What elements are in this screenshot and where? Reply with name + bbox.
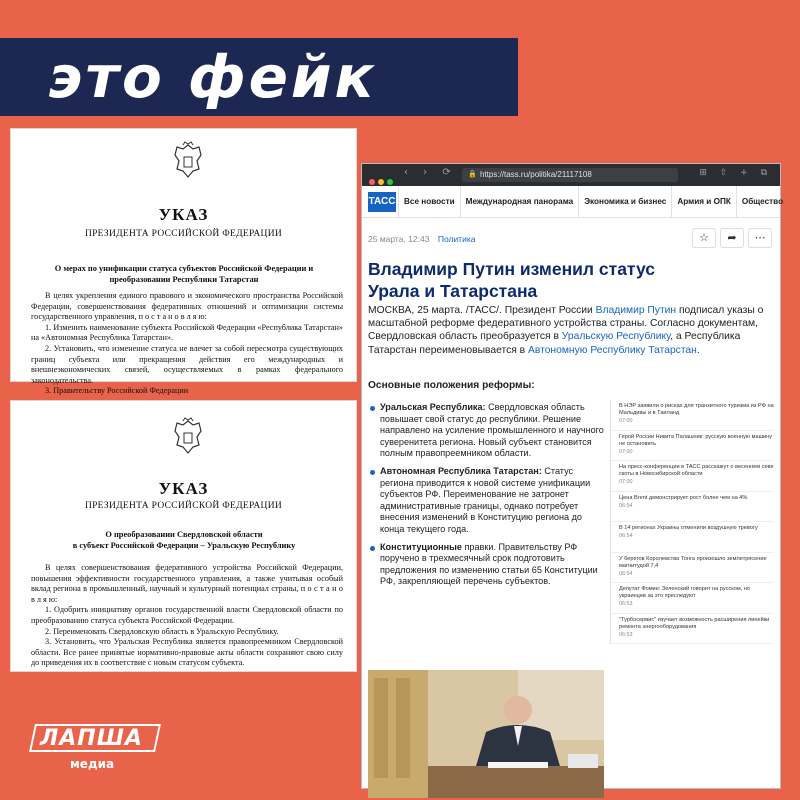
browser-window xyxy=(362,164,784,788)
news-item[interactable]: Герой России Никита Палашник: русскую военную машину не остановить 07:00 xyxy=(611,431,774,462)
coat-of-arms-icon xyxy=(171,417,205,457)
more-icon[interactable]: ⋯ xyxy=(748,228,772,248)
decree-title-line: О преобразовании Свердловской области xyxy=(105,530,263,539)
article xyxy=(362,218,780,788)
lead-link[interactable]: Уральскую Республику xyxy=(561,331,671,343)
decree-document-1 xyxy=(10,128,357,396)
article-lead: МОСКВА, 25 марта. /ТАСС/. Президент России Владимир Путин подписал указы о масштабной реформе федеративного устройства страны. Согласно документам, Свердловская область преобразуется в Уральскую Республику, а Республика Татарстан переименовывается в Автономную Республику Татарстан. xyxy=(368,305,764,356)
decree-paragraph: 3. Установить, что Уральская Республика является правопреемником Свердловской области. Все ранее принятые нормативно-правовые акты области сохраняют свою силу до приведения их в соответствие с новым статусом субъекта. xyxy=(31,637,343,668)
nav-item[interactable]: Армия и ОПК xyxy=(671,186,736,218)
nav-menu xyxy=(398,186,788,218)
brand-subtitle: медиа xyxy=(70,757,115,771)
decree-paragraph: 2. Переименовать Свердловскую область в Уральскую Республику. xyxy=(45,626,279,636)
article-meta xyxy=(368,234,475,244)
decree-paragraph: 2. Установить, что изменение статуса не влечет за собой пересмотра существующих границ субъекта или прекращения действия его международных и внешнеэкономических связей, осуществляемых в рамках федерального законодательства. xyxy=(31,343,343,385)
nav-item[interactable]: Все новости xyxy=(398,186,460,218)
browser-actions-icon[interactable]: ⊞ ⇧ + ⧉ xyxy=(699,168,772,178)
decree-paragraph: 1. Одобрить инициативу органов государственной власти Свердловской области по преобразованию статуса субъекта Российской Федерации. xyxy=(31,605,343,625)
decree-paragraph: 3. Правительству Российской Федерации xyxy=(45,386,189,396)
fake-banner xyxy=(0,38,518,116)
decree-body xyxy=(31,291,343,397)
address-bar[interactable] xyxy=(462,168,678,182)
lead-link[interactable]: Владимир Путин xyxy=(595,305,677,316)
decree-paragraph: В целях укрепления единого правового и экономического пространства Российской Федерации, совершенствования федеративных отношений и оптимизации системы государственного управления, п о с т а н о в л я ю: xyxy=(31,291,343,322)
banner-text: это фейк xyxy=(48,43,377,111)
nav-item[interactable]: Международная панорама xyxy=(460,186,579,218)
news-item[interactable]: В 14 регионах Украины отменили воздушную тревогу 06:54 xyxy=(611,522,774,553)
decree-heading: УКАЗ xyxy=(158,479,209,498)
reform-point: Конституционные правки. Правительству РФ поручено в трехмесячный срок подготовить предложения по изменению статьи 65 Конституции РФ, закрепляющей перечень субъектов. xyxy=(368,542,604,588)
decree-subheading: ПРЕЗИДЕНТА РОССИЙСКОЙ ФЕДЕРАЦИИ xyxy=(84,501,283,511)
tass-logo[interactable]: ТАСС xyxy=(368,192,396,212)
decree-body xyxy=(31,563,343,669)
decree-document-2 xyxy=(10,400,357,672)
brand-name: ЛАПША xyxy=(40,726,143,751)
news-item[interactable]: В НЭР заявили о рисках для транзитного туризма из РФ на Мальдивы и в Таиланд 07:00 xyxy=(611,400,774,431)
decree-title: О мерах по унификации статуса субъектов Российской Федерации и преобразовании Республики Татарстан xyxy=(54,264,314,284)
nav-item[interactable]: Экономика и бизнес xyxy=(578,186,671,218)
nav-item[interactable]: Общество xyxy=(736,186,788,218)
news-item[interactable]: Цена Brent демонстрирует рост более чем на 4% 06:54 xyxy=(611,492,774,523)
article-actions xyxy=(688,228,772,248)
coat-of-arms-icon xyxy=(171,141,205,181)
url-text: https://tass.ru/politika/21117108 xyxy=(480,170,592,179)
lead-link[interactable]: Автономную Республику Татарстан xyxy=(527,344,697,356)
decree-heading: УКАЗ xyxy=(158,205,209,224)
article-headline: Владимир Путин изменил статус Урала и Татарстана xyxy=(368,259,655,301)
article-date: 25 марта, 12:43 xyxy=(368,234,430,244)
news-item[interactable]: На пресс-конференции в ТАСС расскажут о весеннем севе скоты в Новосибирской области 07:00 xyxy=(611,461,774,492)
news-feed xyxy=(610,400,774,644)
decree-subheading: ПРЕЗИДЕНТА РОССИЙСКОЙ ФЕДЕРАЦИИ xyxy=(84,229,283,239)
reform-points xyxy=(368,402,604,588)
decree-title-line: в субъект Российской Федерации – Уральскую Республику xyxy=(72,541,296,550)
decree-paragraph: В целях совершенствования федеративного устройства Российской Федерации, повышения эффективности государственного управления, а также учитывая особый вклад региона в промышленный, научный и культурный потенциал страны, п о с т а н о в л я ю: xyxy=(31,563,343,604)
site-navigation xyxy=(362,186,784,218)
bookmark-icon[interactable]: ☆ xyxy=(692,228,716,248)
share-icon[interactable]: ➦ xyxy=(720,228,744,248)
article-rubric[interactable]: Политика xyxy=(437,234,476,244)
article-photo xyxy=(368,670,604,798)
reform-point: Автономная Республика Татарстан: Статус региона приводится к новой системе унификации субъектов РФ. Переименование не затронет административные границы, однако потребует внесения изменений в Конституцию региона до конца текущего года. xyxy=(368,466,604,536)
news-item[interactable]: У берегов Королевства Тонга произошло землетрясение магнитудой 7,4 06:54 xyxy=(611,553,774,584)
lock-icon: 🔒 xyxy=(468,171,477,178)
article-subhead: Основные положения реформы: xyxy=(368,380,535,391)
news-item[interactable]: "Турбосервис" изучает возможность расширения линейки ремонта энергооборудования 06:53 xyxy=(611,614,774,645)
news-item[interactable]: Депутат Фомин: Зеленский говорит на русском, но украинцев за это преследуют 06:53 xyxy=(611,583,774,614)
brand-logo xyxy=(30,724,160,784)
decree-paragraph: 1. Изменить наименование субъекта Российской Федерации «Республика Татарстан» на «Автономная Республика Татарстан». xyxy=(31,322,343,343)
browser-toolbar xyxy=(362,164,780,186)
reform-point: Уральская Республика: Свердловская область повышает свой статус до республики. Решение направлено на усиление промышленного и научного суверенитета региона. Новый субъект становится полным правопреемником области. xyxy=(368,402,604,460)
nav-arrows-icon[interactable]: ‹ › ⟳ xyxy=(404,167,457,178)
